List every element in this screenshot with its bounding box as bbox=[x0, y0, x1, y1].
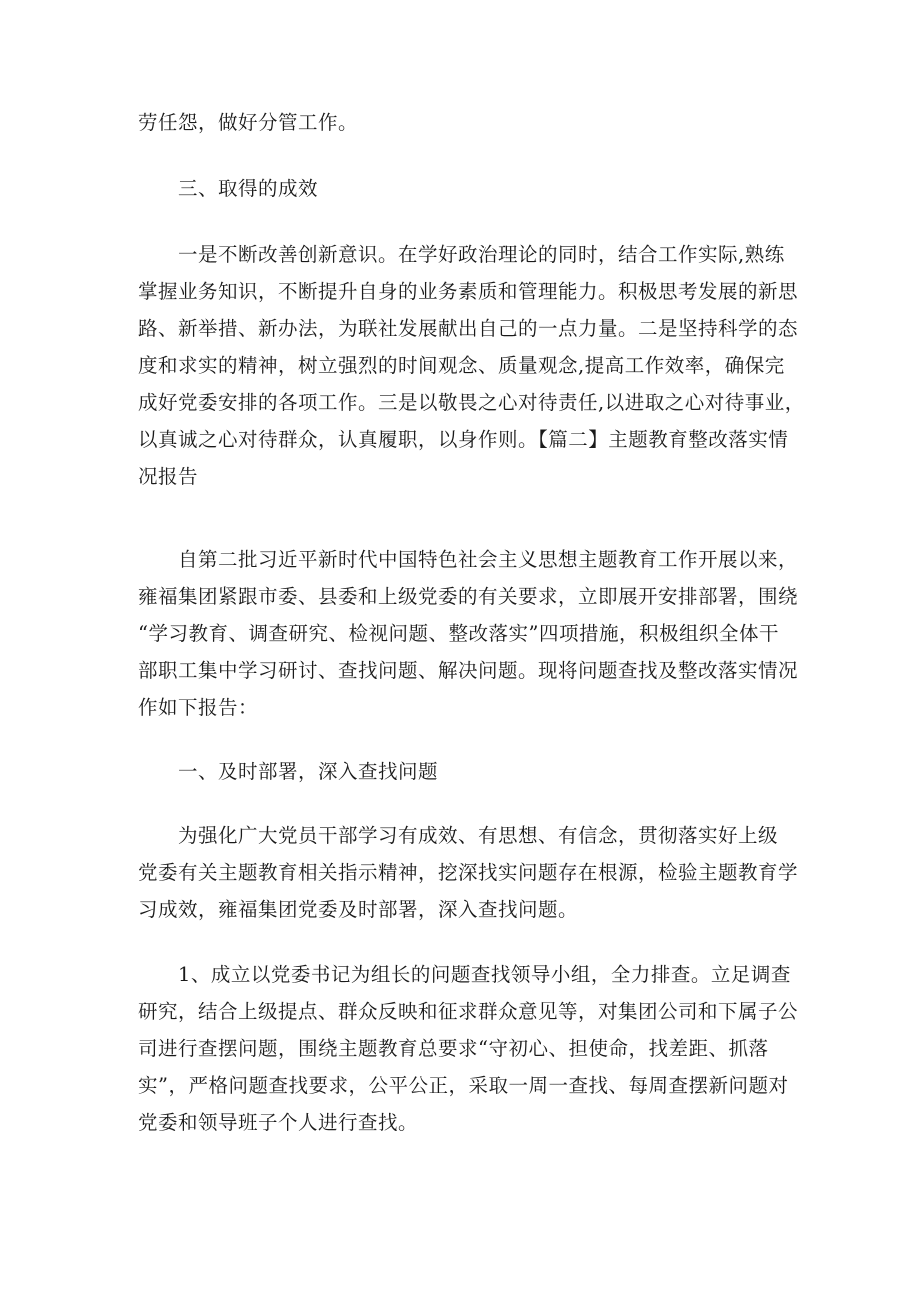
paragraph-line: 为强化广大党员干部学习有成效、有思想、有信念，贯彻落实好上级 bbox=[178, 824, 779, 847]
paragraph-line: 研究，结合上级提点、群众反映和征求群众意见等，对集团公司和下属子公 bbox=[138, 1000, 799, 1023]
paragraph-line: 1、成立以党委书记为组长的问题查找领导小组，全力排查。立足调查 bbox=[178, 963, 791, 986]
paragraph-line: 自第二批习近平新时代中国特色社会主义思想主题教育工作开展以来， bbox=[178, 548, 799, 571]
paragraph-line: 成好党委安排的各项工作。三是以敬畏之心对待责任,以进取之心对待事业， bbox=[138, 391, 805, 414]
paragraph-line: 实”，严格问题查找要求，公平公正，采取一周一查找、每周查摆新问题对 bbox=[138, 1074, 789, 1097]
paragraph-line: 党委有关主题教育相关指示精神，挖深找实问题存在根源，检验主题教育学 bbox=[138, 861, 799, 884]
section-heading-achievements: 三、取得的成效 bbox=[178, 177, 319, 200]
paragraph-line: 度和求实的精神，树立强烈的时间观念、质量观念,提高工作效率，确保完 bbox=[138, 354, 785, 377]
paragraph-line: 党委和领导班子个人进行查找。 bbox=[138, 1111, 419, 1134]
paragraph-tail-line: 劳任怨，做好分管工作。 bbox=[138, 111, 359, 134]
paragraph-line: 雍福集团紧跟市委、县委和上级党委的有关要求，立即展开安排部署，围绕 bbox=[138, 585, 799, 608]
paragraph-line: “学习教育、调查研究、检视问题、整改落实”四项措施，积极组织全体干 bbox=[138, 622, 779, 645]
paragraph-line: 路、新举措、新办法，为联社发展献出自己的一点力量。二是坚持科学的态 bbox=[138, 317, 799, 340]
section-heading-deployment: 一、及时部署，深入查找问题 bbox=[178, 760, 439, 783]
paragraph-line: 掌握业务知识，不断提升自身的业务素质和管理能力。积极思考发展的新思 bbox=[138, 280, 799, 303]
paragraph-line: 司进行查摆问题，围绕主题教育总要求“守初心、担使命，找差距、抓落 bbox=[138, 1037, 769, 1060]
paragraph-line: 况报告 bbox=[138, 465, 199, 488]
paragraph-line: 以真诚之心对待群众，认真履职，以身作则。【篇二】主题教育整改落实情 bbox=[138, 428, 789, 451]
paragraph-line: 部职工集中学习研讨、查找问题、解决问题。现将问题查找及整改落实情况 bbox=[138, 659, 799, 682]
paragraph-line: 作如下报告： bbox=[138, 696, 259, 719]
paragraph-line: 一是不断改善创新意识。在学好政治理论的同时，结合工作实际,熟练 bbox=[178, 243, 785, 266]
paragraph-line: 习成效，雍福集团党委及时部署，深入查找问题。 bbox=[138, 898, 579, 921]
